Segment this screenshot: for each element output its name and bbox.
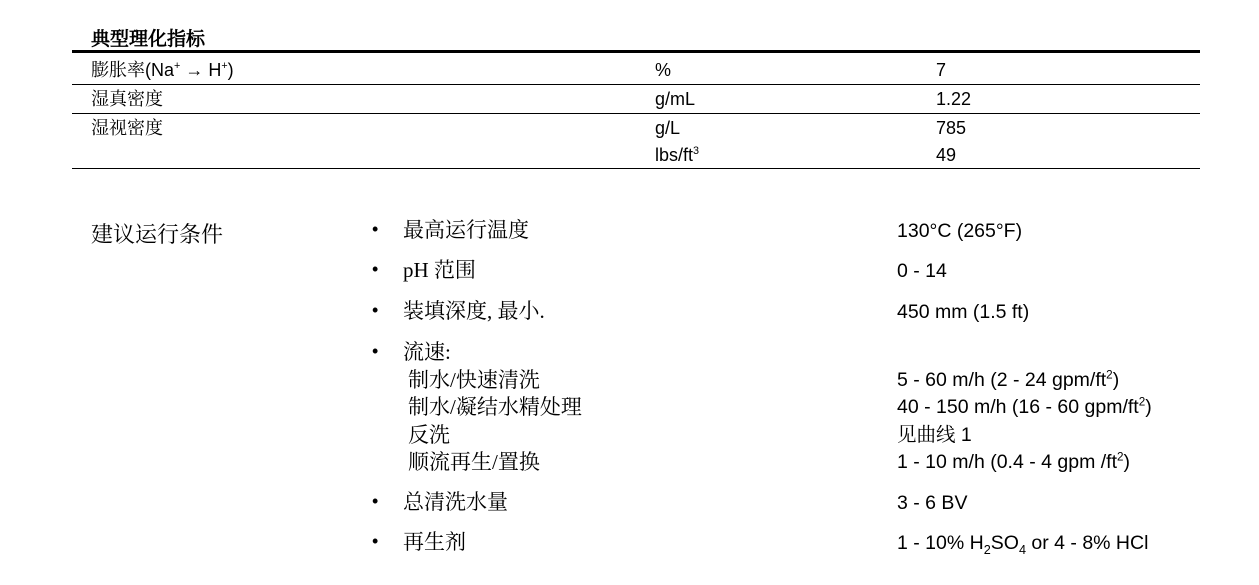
value-bed-depth: 450 mm (1.5 ft) [897,301,1030,323]
value-wet-true-density: 1.22 [936,89,972,109]
property-wet-apparent-density: 湿视密度 [91,118,163,138]
section-title-typical-properties: 典型理化指标 [91,29,206,50]
unit-wet-apparent-density-lbs: lbs/$ft^3$ [655,145,700,165]
bullet: • [372,341,379,361]
value-regenerant: 1 - 10% $H_2SO_4$ or 4 - 8% HCl [897,532,1149,557]
section-title-operating-conditions: 建议运行条件 [91,222,224,247]
label-flow-backwash: 反洗 [408,423,450,447]
label-max-temp: 最高运行温度 [403,218,529,242]
bullet: • [372,219,379,239]
label-regenerant: 再生剂 [403,530,466,554]
value-swelling: 7 [936,60,947,80]
property-swelling: 膨胀率(Na+ → H+) [91,60,234,80]
label-flow-condensate: 制水/凝结水精处理 [408,395,582,419]
value-flow-backwash: 见曲线 1 [897,424,972,446]
row-divider [72,84,1200,85]
row-divider [72,113,1200,114]
unit-swelling: % [655,60,672,80]
label-bed-depth: 装填深度, 最小. [403,299,545,323]
label-flow-service-rinse: 制水/快速清洗 [408,368,540,392]
value-rinse-volume: 3 - 6 BV [897,492,968,514]
unit-wet-apparent-density-gl: g/L [655,118,681,138]
table-bottom-rule [72,168,1200,169]
table-top-rule [72,50,1200,53]
value-ph-range: 0 - 14 [897,260,947,282]
property-wet-true-density: 湿真密度 [91,89,163,109]
value-wet-apparent-density-gl: 785 [936,118,967,138]
label-flow-regeneration: 顺流再生/置换 [408,450,540,474]
label-rinse-volume: 总清洗水量 [403,490,508,514]
bullet: • [372,300,379,320]
bullet: • [372,259,379,279]
value-flow-condensate: 40 - 150 m/h (16 - 60 gpm/$ft^2$) [897,395,1152,418]
value-wet-apparent-density-lbs: 49 [936,145,957,165]
label-flow-rate: 流速: [403,340,451,364]
value-max-temp: 130°C (265°F) [897,220,1023,242]
unit-wet-true-density: g/mL [655,89,696,109]
bullet: • [372,531,379,551]
label-ph-range: pH 范围 [403,258,476,282]
bullet: • [372,491,379,511]
value-flow-service-rinse: 5 - 60 m/h (2 - 24 gpm/$ft^2$) [897,368,1120,391]
value-flow-regeneration: 1 - 10 m/h (0.4 - 4 gpm $/ft^2$) [897,450,1131,473]
